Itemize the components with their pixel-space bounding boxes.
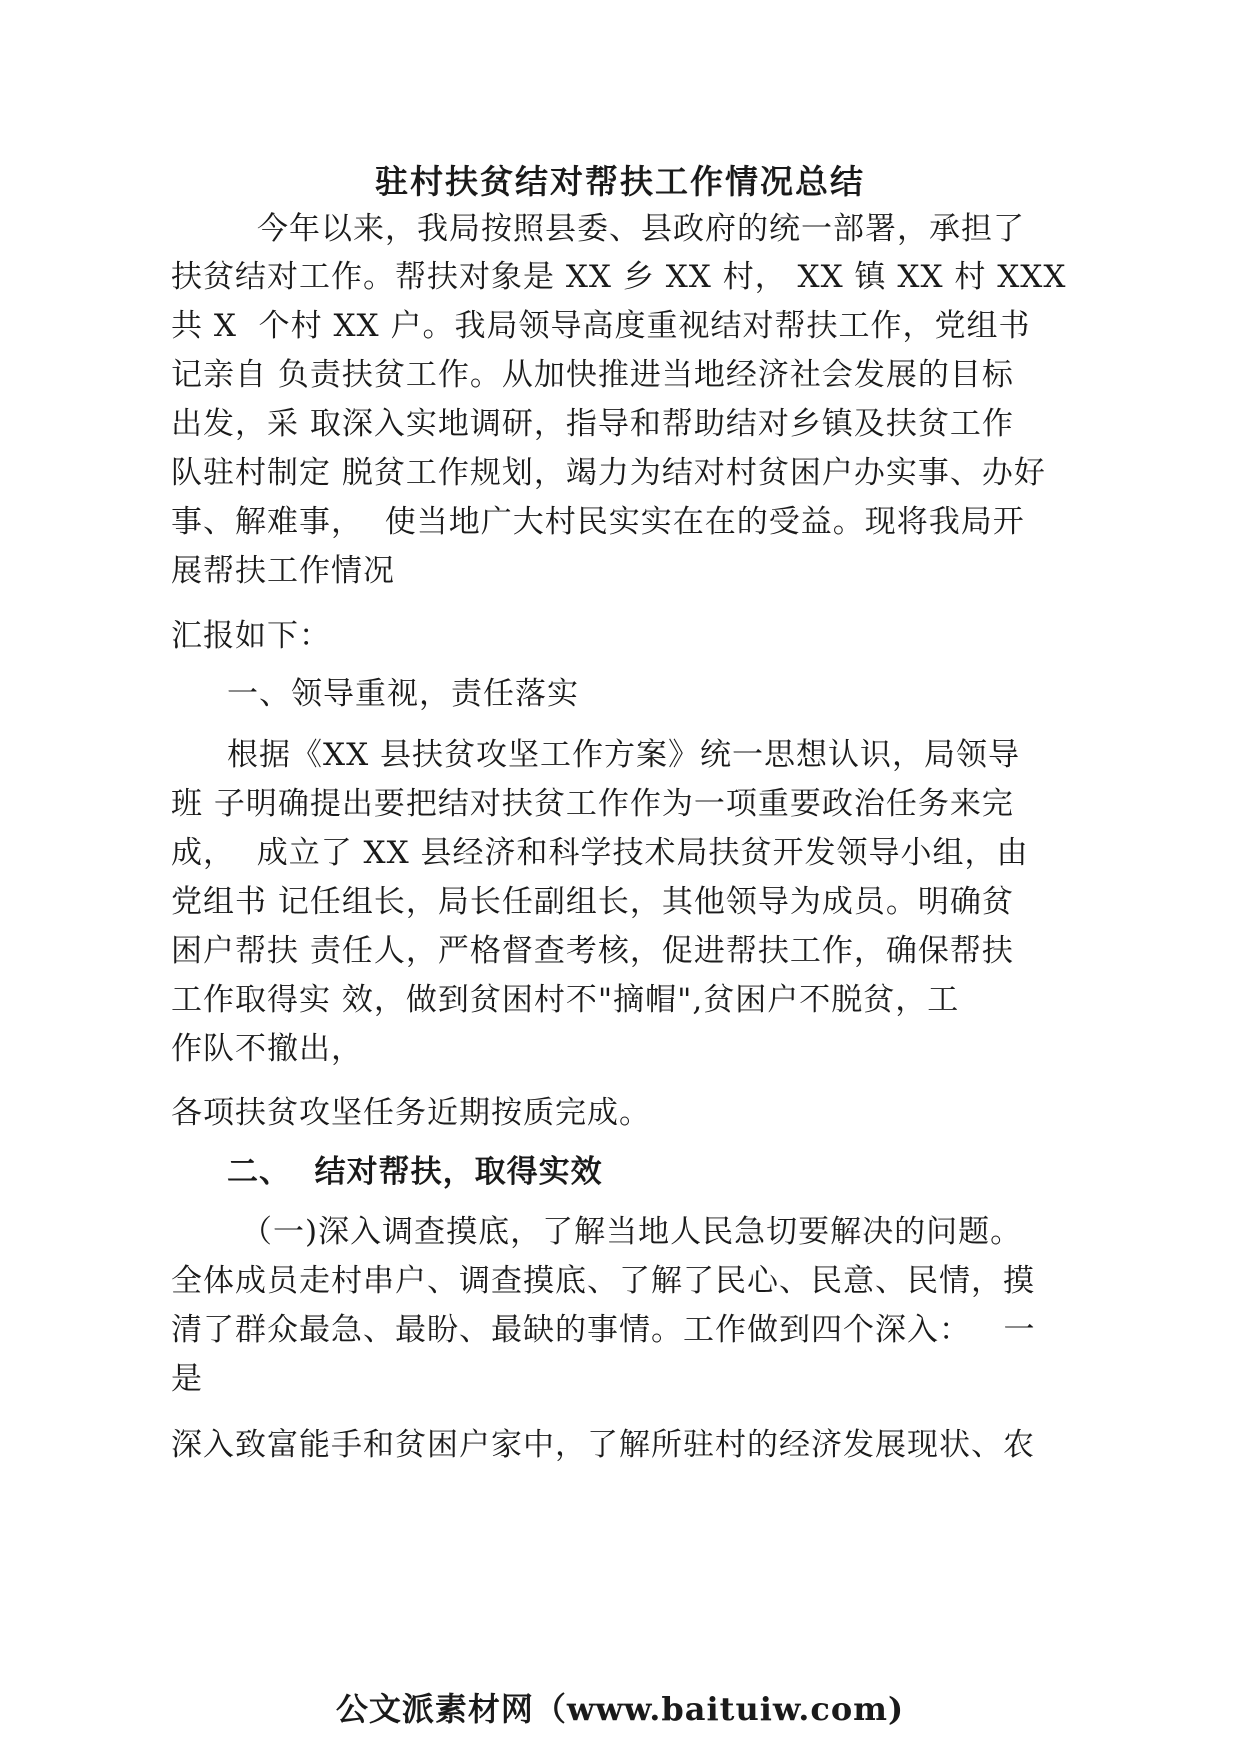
- section2-last-line: 深入致富能手和贫困户家中，了解所驻村的经济发展现状、农: [171, 1427, 1035, 1463]
- intro-line: 队驻村制定 脱贫工作规划，竭力为结对村贫困户办实事、办好: [171, 455, 1046, 491]
- section1-line: 工作取得实 效，做到贫困村不"摘帽",贫困户不脱贫，工: [171, 982, 960, 1018]
- section1-line: 党组书 记任组长，局长任副组长，其他领导为成员。明确贫: [171, 884, 1014, 920]
- section1-line: 班 子明确提出要把结对扶贫工作作为一项重要政治任务来完: [171, 786, 1014, 822]
- section-heading: 一、领导重视，责任落实: [227, 676, 579, 712]
- report-line: 汇报如下：: [171, 618, 331, 654]
- intro-line: 事、解难事， 使当地广大村民实实在在的受益。现将我局开: [171, 504, 1025, 540]
- section-heading: 二、 结对帮扶，取得实效: [227, 1154, 603, 1190]
- intro-line: 今年以来，我局按照县委、县政府的统一部署，承担了: [257, 211, 1025, 247]
- section1-line: 困户帮扶 责任人，严格督查考核，促进帮扶工作，确保帮扶: [171, 933, 1014, 969]
- intro-line: 共 X 个村 XX 户。我局领导高度重视结对帮扶工作，党组书: [171, 308, 1031, 344]
- section2-line: 清了群众最急、最盼、最缺的事情。工作做到四个深入： 一: [171, 1312, 1036, 1348]
- intro-line: 记亲自 负责扶贫工作。从加快推进当地经济社会发展的目标: [171, 357, 1014, 393]
- intro-line: 扶贫结对工作。帮扶对象是 XX 乡 XX 村， XX 镇 XX 村 XXX: [171, 259, 1067, 295]
- intro-line: 出发，采 取深入实地调研，指导和帮助结对乡镇及扶贫工作: [171, 406, 1014, 442]
- section2-line: 全体成员走村串户、调查摸底、了解了民心、民意、民情，摸: [171, 1263, 1035, 1299]
- section2-line: 是: [171, 1361, 203, 1397]
- section1-line: 作队不撤出，: [171, 1031, 363, 1067]
- footer-watermark: 公文派素材网（www.baituiw.com): [335, 1690, 905, 1728]
- section1-line: 成， 成立了 XX 县经济和科学技术局扶贫开发领导小组，由: [171, 835, 1029, 871]
- section1-last-line: 各项扶贫攻坚任务近期按质完成。: [171, 1095, 651, 1131]
- section2-line: （一)深入调查摸底，了解当地人民急切要解决的问题。: [241, 1214, 1023, 1250]
- section1-line: 根据《XX 县扶贫攻坚工作方案》统一思想认识，局领导: [227, 737, 1020, 773]
- intro-line: 展帮扶工作情况: [171, 553, 395, 589]
- document-title: 驻村扶贫结对帮扶工作情况总结: [375, 162, 865, 201]
